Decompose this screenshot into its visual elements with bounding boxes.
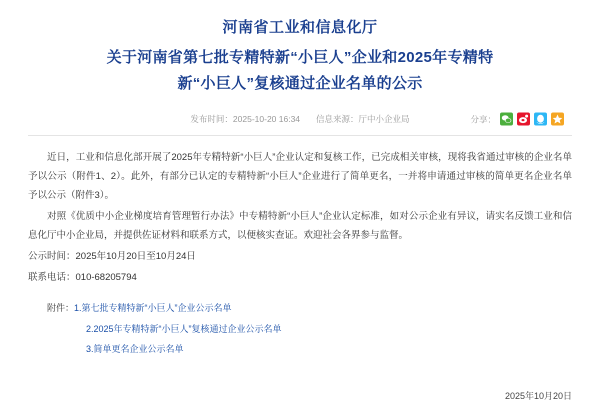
attachments-heading-label: 附件： [47,303,75,313]
weibo-icon[interactable] [517,113,530,126]
attachments-list [28,319,572,359]
wechat-icon[interactable] [500,113,513,126]
article-body [28,148,572,287]
more-share-icon[interactable] [551,113,564,126]
document-title-line-2: 新“小巨人”复核通过企业名单的公示 [177,75,423,92]
meta-bar [28,113,572,125]
share-label: 分享： [470,114,496,124]
header-divider [28,135,572,136]
publicity-period: 公示时间：2025年10月20日至10月24日 [28,251,196,262]
document-title-line-1: 关于河南省第七批专精特新“小巨人”企业和2025年专精特 [106,49,494,66]
document-title [28,45,572,97]
paragraph-1: 近日，工业和信息化部开展了2025年专精特新“小巨人”企业认定和复核工作，已完成相关审核，现将我省通过审核的企业名单予以公示（附件1、2）。此外，有部分已认定的专精特新“小巨人”企业进行了简单更名，一并将申请通过审核的简单更名企业名单予以公示（附件3）。 [28,152,572,201]
organization-title: 河南省工业和信息化厅 [222,19,378,36]
publish-time: 发布时间：2025-10-20 16:34 [190,114,301,124]
attachment-link-2[interactable]: 2.2025年专精特新“小巨人”复核通过企业公示名单 [86,324,282,334]
contact-phone: 联系电话：010-68205794 [28,272,137,283]
paragraph-2: 对照《优质中小企业梯度培育管理暂行办法》中专精特新“小巨人”企业认定标准，如对公示企业有异议，请实名反馈工业和信息化厅中小企业局，并提供佐证材料和联系方式，以便核实查证。欢迎社会各界参与监督。 [28,211,572,241]
share-box [470,113,564,126]
attachments-heading [28,301,572,314]
footer-date: 2025年10月20日 [504,391,572,401]
attachment-link-3[interactable]: 3.简单更名企业公示名单 [86,344,184,354]
source-info: 信息来源：厅中小企业局 [316,114,410,124]
attachment-link-inline[interactable]: 1.第七批专精特新“小巨人”企业公示名单 [74,303,232,313]
qq-icon[interactable] [534,113,547,126]
